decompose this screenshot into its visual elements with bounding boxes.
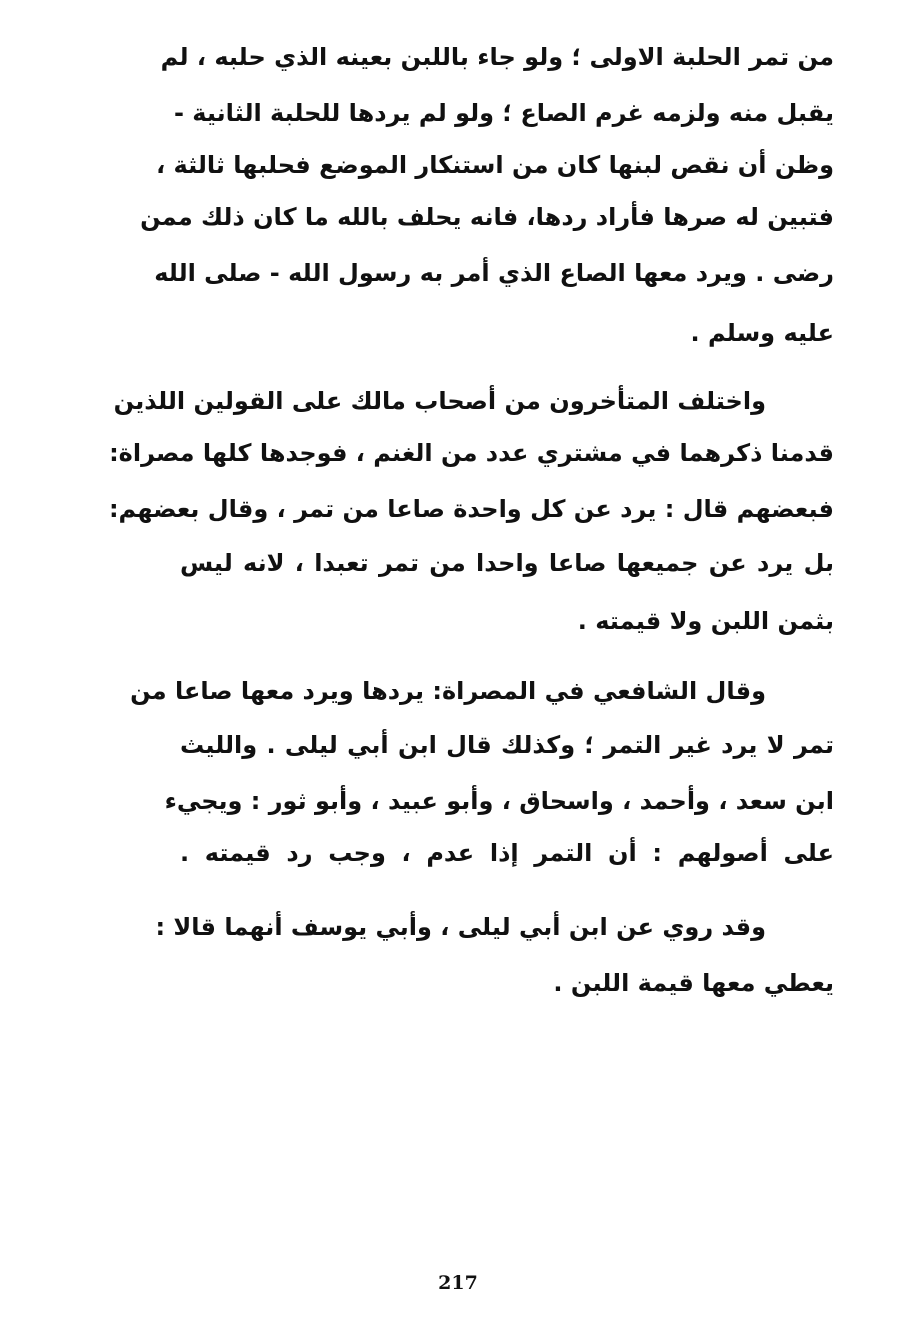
text-line: وقال الشافعي في المصراة: يردها ويرد معها صاعا من bbox=[130, 677, 766, 705]
text-line: بثمن اللبن ولا قيمته . bbox=[577, 607, 834, 635]
page-number: 217 bbox=[438, 1272, 478, 1294]
text-line: ابن سعد ، وأحمد ، واسحاق ، وأبو عبيد ، وأبو ثور : ويجيء bbox=[164, 787, 834, 815]
text-line: رضى . ويرد معها الصاع الذي أمر به رسول الله - صلى الله bbox=[154, 259, 834, 287]
text-line: وظن أن نقص لبنها كان من استنكار الموضع فحلبها ثالثة ، bbox=[156, 151, 834, 179]
text-line: من تمر الحلبة الاولى ؛ ولو جاء باللبن بعينه الذي حلبه ، لم bbox=[160, 43, 834, 71]
text-line: قدمنا ذكرهما في مشتري عدد من الغنم ، فوجدها كلها مصراة: bbox=[109, 439, 834, 467]
text-line: يعطي معها قيمة اللبن . bbox=[553, 969, 834, 997]
text-line: تمر لا يرد غير التمر ؛ وكذلك قال ابن أبي ليلى . والليث bbox=[180, 731, 834, 759]
text-line: يقبل منه ولزمه غرم الصاع ؛ ولو لم يردها للحلبة الثانية - bbox=[173, 99, 834, 127]
text-line: واختلف المتأخرون من أصحاب مالك على القولين اللذين bbox=[113, 387, 766, 415]
text-line: على أصولهم : أن التمر إذا عدم ، وجب رد قيمته . bbox=[180, 839, 834, 867]
text-line: عليه وسلم . bbox=[690, 319, 834, 347]
text-line: فبعضهم قال : يرد عن كل واحدة صاعا من تمر ، وقال بعضهم: bbox=[108, 495, 834, 523]
text-line: بل يرد عن جميعها صاعا واحدا من تمر تعبدا ، لانه ليس bbox=[180, 549, 834, 577]
text-line: فتبين له صرها فأراد ردها، فانه يحلف بالله ما كان ذلك ممن bbox=[140, 203, 834, 231]
text-line: وقد روي عن ابن أبي ليلى ، وأبي يوسف أنهما قالا : bbox=[155, 913, 766, 941]
